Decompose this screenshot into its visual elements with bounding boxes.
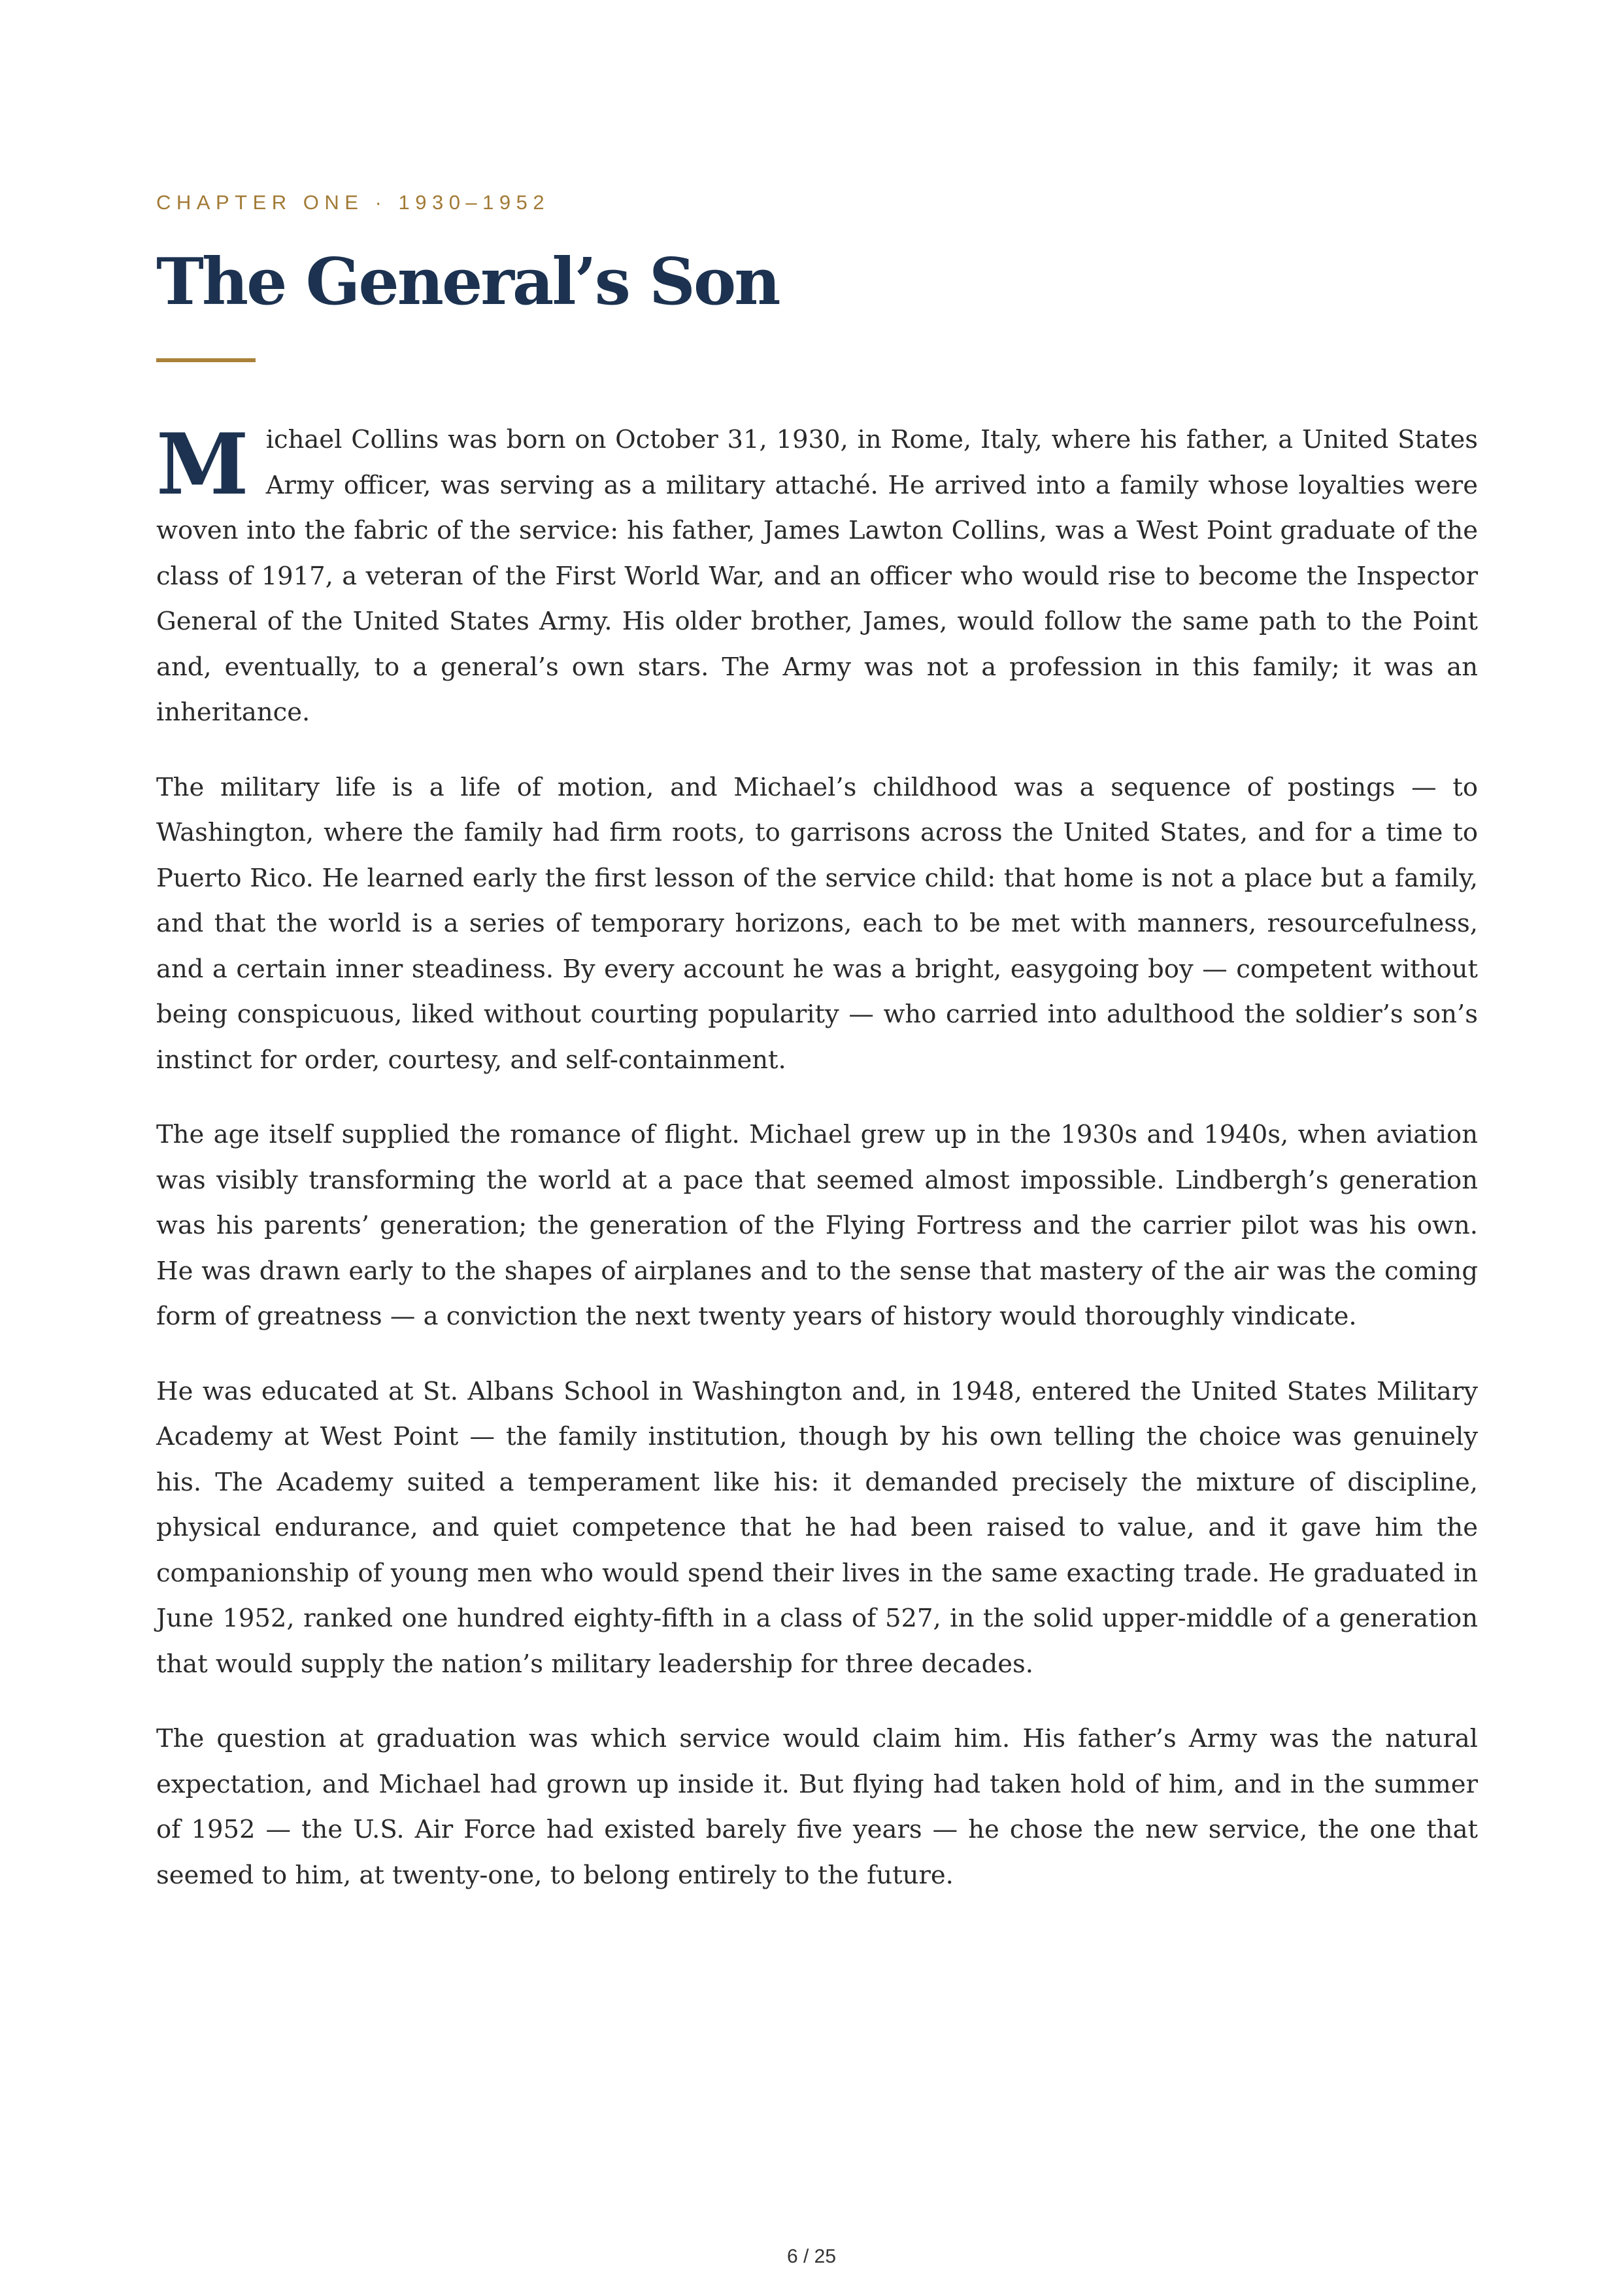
chapter-eyebrow: CHAPTER ONE · 1930–1952 bbox=[156, 191, 550, 214]
paragraph-3: The age itself supplied the romance of flight. Michael grew up in the 1930s and 1940s, when aviation was visibly transforming the world at a pace that seemed almost impossible. Lindbergh’s generation was his parents’ generation; the generation of the Flying Fortress and the carrier pilot was his own. He was drawn early to the shapes of airplanes and to the sense that mastery of the air was the coming form of greatness — a conviction the next twenty years of history would thoroughly vindicate. bbox=[156, 1120, 1478, 1331]
paragraph-5: The question at graduation was which service would claim him. His father’s Army was the natural expectation, and Michael had grown up inside it. But flying had taken hold of him, and in the summer of 1952 — the U.S. Air Force had existed barely five years — he chose the new service, the one that seemed to him, at twenty-one, to belong entirely to the future. bbox=[156, 1724, 1478, 1890]
paragraph-4: He was educated at St. Albans School in Washington and, in 1948, entered the United States Military Academy at West Point — the family institution, though by his own telling the choice was genuinely his. The Academy suited a temperament like his: it demanded precisely the mixture of discipline, physical endurance, and quiet competence that he had been raised to value, and it gave him the companionship of young men who would spend their lives in the same exacting trade. He graduated in June 1952, ranked one hundred eighty-fifth in a class of 527, in the solid upper-middle of a generation that would supply the nation’s military leadership for three decades. bbox=[156, 1376, 1478, 1679]
paragraph-2: The military life is a life of motion, and Michael’s childhood was a sequence of postings — to Washington, where the family had firm roots, to garrisons across the United States, and for a time to Puerto Rico. He learned early the first lesson of the service child: that home is not a place but a family, and that the world is a series of temporary horizons, each to be met with manners, resourcefulness, and a certain inner steadiness. By every account he was a bright, easygoing boy — competent without being conspicuous, liked without courting popularity — who carried into adulthood the soldier’s son’s instinct for order, courtesy, and self-containment. bbox=[156, 772, 1478, 1075]
chapter-body bbox=[156, 417, 1478, 1927]
paragraph-1 bbox=[156, 417, 1478, 735]
page-number: 6 / 25 bbox=[786, 2246, 837, 2267]
drop-cap: M bbox=[156, 416, 249, 514]
paragraph-1-text: ichael Collins was born on October 31, 1930, in Rome, Italy, where his father, a United States Army officer, was serving as a military attaché. He arrived into a family whose loyalties were woven into the fabric of the service: his father, James Lawton Collins, was a West Point graduate of the class of 1917, a veteran of the First World War, and an officer who would rise to become the Inspector General of the United States Army. His older brother, James, would follow the same path to the Point and, eventually, to a general’s own stars. The Army was not a profession in this family; it was an inheritance. bbox=[156, 425, 1478, 727]
title-divider bbox=[156, 358, 256, 362]
chapter-title: The General’s Son bbox=[156, 245, 779, 320]
